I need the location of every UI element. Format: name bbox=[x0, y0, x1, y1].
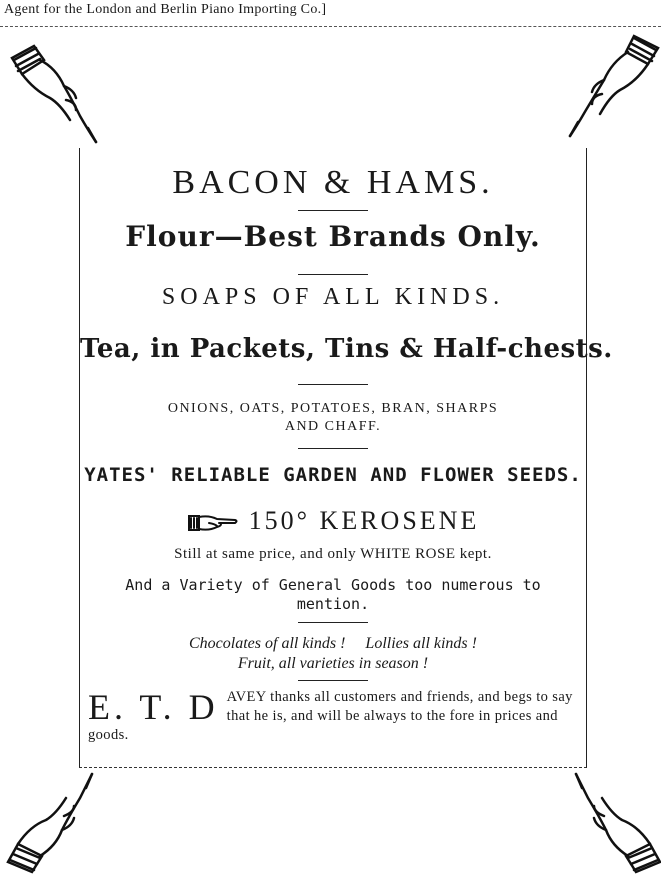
soaps-line: SOAPS OF ALL KINDS. bbox=[161, 284, 505, 310]
pointing-hand-icon bbox=[4, 38, 114, 148]
pointing-hand-icon bbox=[187, 511, 239, 535]
agent-line: Agent for the London and Berlin Piano Importing Co.] bbox=[4, 2, 327, 17]
divider bbox=[298, 384, 368, 385]
pointing-hand-icon bbox=[556, 30, 661, 140]
variety-line-2: mention. bbox=[296, 595, 370, 613]
flour-line: Flour—Best Brands Only. bbox=[125, 220, 541, 253]
davey-name: E. T. D bbox=[88, 687, 219, 727]
produce-lines bbox=[80, 400, 586, 436]
divider bbox=[298, 274, 368, 275]
davey-text: AVEY thanks all customers and friends, and begs to say that he is, and will be always to the fore in prices and goods. bbox=[88, 689, 573, 743]
pointing-hand-icon bbox=[2, 768, 112, 878]
top-rule bbox=[0, 26, 661, 27]
produce-line-2: AND CHAFF. bbox=[284, 419, 382, 434]
divider bbox=[298, 210, 368, 211]
seeds-line: YATES' RELIABLE GARDEN AND FLOWER SEEDS. bbox=[84, 464, 582, 486]
pointing-hand-icon bbox=[560, 768, 661, 878]
kerosene-line bbox=[80, 506, 586, 536]
kerosene-text: 150° KEROSENE bbox=[248, 506, 480, 535]
davey-paragraph bbox=[88, 688, 582, 745]
confectionery-lines bbox=[80, 634, 586, 674]
produce-line-1: ONIONS, OATS, POTATOES, BRAN, SHARPS bbox=[167, 401, 499, 416]
tea-line: Tea, in Packets, Tins & Half-chests. bbox=[80, 334, 613, 364]
fruit-line: Fruit, all varieties in season ! bbox=[237, 655, 429, 672]
variety-lines bbox=[80, 576, 586, 614]
divider bbox=[298, 622, 368, 623]
divider bbox=[298, 448, 368, 449]
advertisement bbox=[79, 148, 613, 768]
bacon-hams-heading: BACON & HAMS. bbox=[172, 164, 494, 201]
chocolates-line: Chocolates of all kinds ! Lollies all kinds ! bbox=[189, 635, 477, 652]
white-rose-line: Still at same price, and only WHITE ROSE kept. bbox=[174, 546, 492, 562]
divider bbox=[298, 680, 368, 681]
variety-line-1: And a Variety of General Goods too numerous to bbox=[125, 576, 541, 594]
